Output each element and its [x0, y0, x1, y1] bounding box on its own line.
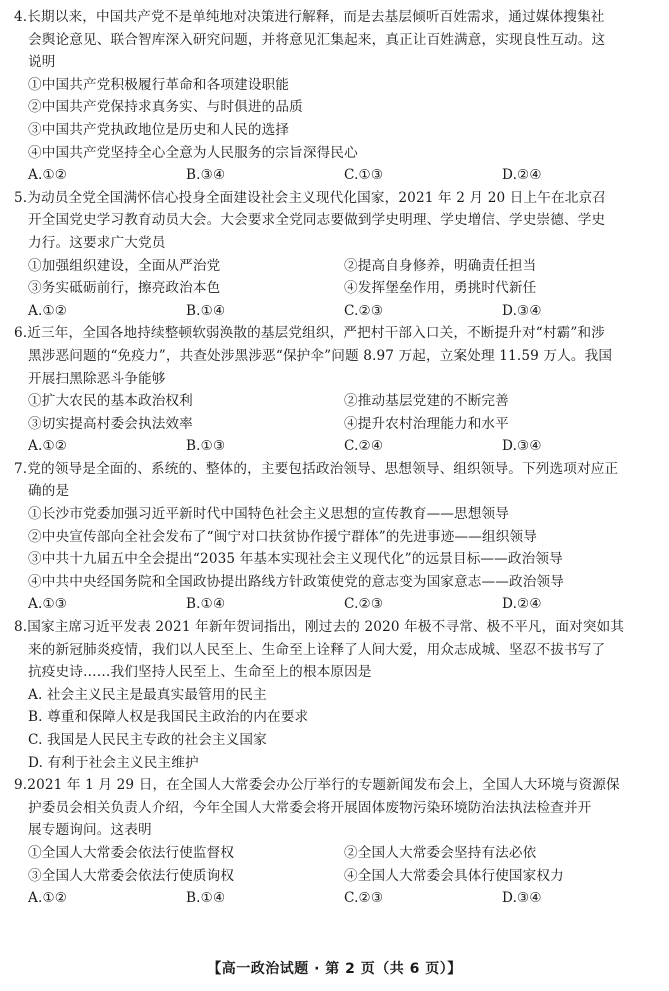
choice-b: B.①④ [186, 596, 226, 613]
statement-row [14, 277, 660, 300]
choice-d: D.②④ [502, 167, 542, 184]
question-stem-line: 护委员会相关负责人介绍，今年全国人大常委会将开展固体废物污染环境防治法执法检查并开 [28, 799, 592, 816]
question-stem-line: 9.2021 年 1 月 29 日，在全国人大常委会办公厅举行的专题新闻发布会上，全国人大环境与资源保 [14, 777, 620, 794]
statement-4: ④中共中央经国务院和全国政协提出路线方针政策使党的意志变为国家意志——政治领导 [28, 573, 565, 590]
question-stem-line: 说明 [28, 54, 56, 71]
choice-b: B.①④ [186, 302, 226, 319]
answer-choices [14, 164, 660, 187]
statement-row [14, 255, 660, 278]
choice-a: A.①③ [28, 596, 68, 613]
statement-row [14, 413, 660, 436]
question-stem-line: 7.党的领导是全面的、系统的、整体的，主要包括政治领导、思想领导、组织领导。下列选项对应正 [14, 460, 619, 477]
choice-d: D.③④ [502, 302, 542, 319]
answer-choices [14, 887, 660, 910]
choice-a: A.①② [28, 890, 68, 907]
statement-row [14, 865, 660, 888]
question-stem-line: 抗疫史诗……我们坚持人民至上、生命至上的根本原因是 [28, 664, 372, 681]
option-b: B. 尊重和保障人权是我国民主政治的内在要求 [28, 709, 309, 726]
page-footer: 【高一政治试题 · 第 2 页（共 6 页）】 [207, 961, 462, 977]
choice-b: B.③④ [186, 167, 226, 184]
question-stem-line: 力行。这要求广大党员 [28, 234, 166, 251]
question-stem-line: 4.长期以来，中国共产党不是单纯地对决策进行解释，而是去基层倾听百姓需求，通过媒体搜集社 [14, 9, 605, 25]
statement-1: ①长沙市党委加强习近平新时代中国特色社会主义思想的宣传教育——思想领导 [28, 506, 510, 523]
question-stem-line: 展专题询问。这表明 [28, 822, 152, 839]
option-d: D. 有利于社会主义民主维护 [28, 754, 199, 771]
statement-row [14, 390, 660, 413]
question-stem-line: 6.近三年，全国各地持续整顿软弱涣散的基层党组织，严把村干部入口关，不断提升对“村霸”和涉 [14, 325, 605, 342]
option-a: A. 社会主义民主是最真实最管用的民主 [28, 686, 267, 703]
answer-choices [14, 435, 660, 458]
answer-choices [14, 593, 660, 616]
question-4 [14, 6, 660, 187]
statement-2: ②推动基层党建的不断完善 [344, 393, 509, 410]
statement-4: ④发挥堡垒作用，勇挑时代新任 [344, 280, 537, 297]
question-stem-line: 5.为动员全党全国满怀信心投身全面建设社会主义现代化国家，2021 年 2 月 20 日上午在北京召 [14, 189, 606, 206]
statement-4: ④提升农村治理能力和水平 [344, 415, 509, 432]
choice-d: D.②④ [502, 596, 542, 613]
choice-c: C.②③ [344, 596, 384, 613]
statement-3: ③中共十九届五中全会提出“2035 年基本实现社会主义现代化”的远景目标——政治领导 [28, 551, 563, 568]
answer-choices [14, 300, 660, 323]
question-stem-line: 黑涉恶问题的“免疫力”，共查处涉黑涉恶“保护伞”问题 8.97 万起，立案处理 11.59 万人。我国 [28, 347, 613, 364]
choice-b: B.①③ [186, 438, 226, 455]
choice-c: C.①③ [344, 167, 384, 184]
question-list [14, 6, 660, 910]
question-stem-line: 开全国党史学习教育动员大会。大会要求全党同志要做到学史明理、学史增信、学史崇德、学史 [28, 212, 606, 229]
statement-1: ①加强组织建设，全面从严治党 [28, 257, 221, 274]
question-stem-line: 会舆论意见、联合智库深入研究问题，并将意见汇集起来，真正让百姓满意，实现良性互动。这 [28, 31, 606, 48]
question-5 [14, 187, 660, 323]
question-6 [14, 322, 660, 458]
statement-1: ①中国共产党积极履行革命和各项建设职能 [28, 76, 290, 93]
statement-3: ③中国共产党执政地位是历史和人民的选择 [28, 121, 290, 138]
statement-4: ④全国人大常委会具体行使国家权力 [344, 867, 564, 884]
choice-c: C.②③ [344, 302, 384, 319]
statement-3: ③切实提高村委会执法效率 [28, 415, 193, 432]
question-9 [14, 774, 660, 910]
option-c: C. 我国是人民民主专政的社会主义国家 [28, 732, 267, 748]
statement-3: ③全国人大常委会依法行使质询权 [28, 867, 235, 884]
choice-d: D.③④ [502, 890, 542, 907]
question-stem-line: 8.国家主席习近平发表 2021 年新年贺词指出，刚过去的 2020 年极不寻常、极不平凡，面对突如其 [14, 619, 625, 636]
choice-a: A.①② [28, 167, 68, 184]
choice-c: C.②③ [344, 890, 384, 907]
statement-row [14, 842, 660, 865]
question-7 [14, 458, 660, 616]
statement-1: ①扩大农民的基本政治权利 [28, 393, 193, 410]
question-8 [14, 616, 660, 774]
choice-c: C.②④ [344, 438, 384, 455]
question-stem-line: 来的新冠肺炎疫情，我们以人民至上、生命至上诠释了人间大爱，用众志成城、坚忍不拔书写了 [28, 641, 606, 658]
statement-3: ③务实砥砺前行，擦亮政治本色 [28, 280, 221, 297]
statement-2: ②全国人大常委会坚持有法必依 [344, 844, 537, 861]
question-stem-line: 确的是 [28, 483, 70, 500]
choice-b: B.①④ [186, 890, 226, 907]
statement-1: ①全国人大常委会依法行使监督权 [28, 844, 235, 861]
choice-d: D.③④ [502, 438, 542, 455]
statement-2: ②中央宣传部向全社会发布了“闽宁对口扶贫协作援宁群体”的先进事迹——组织领导 [28, 528, 537, 545]
choice-a: A.①② [28, 302, 68, 319]
choice-a: A.①② [28, 438, 68, 455]
statement-4: ④中国共产党坚持全心全意为人民服务的宗旨深得民心 [28, 144, 358, 161]
question-stem-line: 开展扫黑除恶斗争能够 [28, 370, 166, 387]
statement-2: ②中国共产党保持求真务实、与时俱进的品质 [28, 99, 303, 116]
statement-2: ②提高自身修养，明确责任担当 [344, 257, 537, 274]
